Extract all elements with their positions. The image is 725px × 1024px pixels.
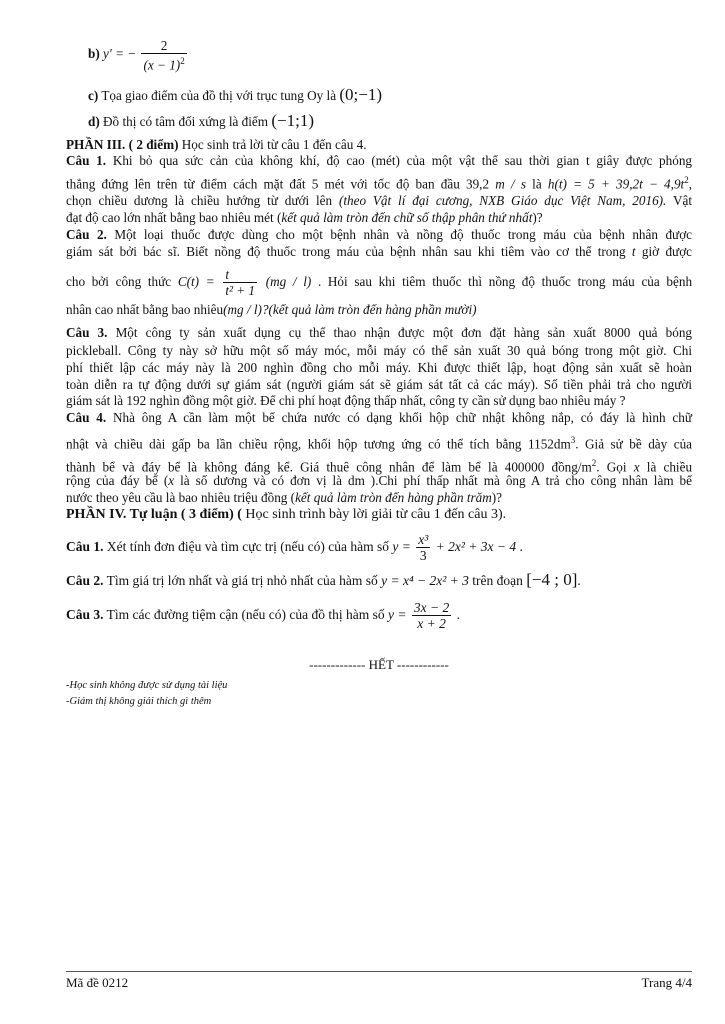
essay-2 bbox=[66, 572, 692, 589]
q4-variable-x: x bbox=[633, 459, 640, 475]
essay-3-lhs: y = bbox=[388, 607, 407, 622]
essay-1 bbox=[66, 530, 692, 564]
part3-heading bbox=[66, 137, 692, 153]
q1-text-1: Khi bỏ qua sức cản của không khí, độ cao (mét) của một vật thể sau thời gian t giây được phóng bbox=[112, 153, 693, 168]
q1-text-2a: thẳng đứng lên trên từ điểm cách mặt đất 5 mét với tốc độ ban đầu 39,2 bbox=[66, 176, 490, 192]
q4-area-exponent: 2 bbox=[591, 458, 597, 468]
q1-text-4a: đạt độ cao lớn nhất bằng bao nhiêu mét ( bbox=[66, 210, 282, 225]
essay-2-mid: trên đoạn bbox=[472, 573, 523, 588]
answer-c-label: c) bbox=[88, 88, 99, 103]
q4-line-4 bbox=[66, 473, 692, 489]
q4-text-2b: . Giả sử bề dày của bbox=[575, 436, 693, 452]
q2-line-2 bbox=[66, 244, 692, 260]
q1-line-4 bbox=[66, 210, 692, 226]
q4-text-3b: . Gọi bbox=[596, 459, 627, 475]
essay-3-fraction bbox=[412, 600, 451, 631]
footer-divider bbox=[66, 971, 692, 972]
answer-b-numerator: 2 bbox=[141, 38, 186, 54]
q3-text-2: pickleball. Công ty này sở hữu một số máy móc, mỗi máy có thể sản xuất 30 quả bóng trong một giờ. Chi bbox=[66, 343, 692, 358]
answer-b-lhs: y′ = − bbox=[103, 46, 137, 62]
answer-c bbox=[88, 87, 714, 104]
q2-rounding-note: ?(kết quả làm tròn đến hàng phần mười) bbox=[261, 302, 477, 317]
essay-1-text: Xét tính đơn điệu và tìm cực trị (nếu có) của hàm số bbox=[106, 539, 390, 554]
note-2: -Giám thị không giải thích gì thêm bbox=[66, 696, 212, 707]
q4-line-5 bbox=[66, 490, 692, 506]
essay-3-denominator: x + 2 bbox=[417, 616, 446, 632]
q3-text-3: phí thiết lập các máy này là 200 nghìn đồng cho mỗi máy. Khi được thiết lập, hoạt động sản xuất sẽ hoàn bbox=[66, 360, 692, 375]
essay-2-label: Câu 2. bbox=[66, 573, 104, 588]
q2-text-4a: nhân cao nhất bằng bao nhiêu bbox=[66, 302, 224, 317]
q2-denominator: t² + 1 bbox=[225, 283, 256, 299]
q1-text-3c: Vật bbox=[672, 193, 693, 208]
answer-b bbox=[88, 38, 714, 72]
end-marker: ------------- HẾT ------------ bbox=[309, 657, 449, 672]
q3-label: Câu 3. bbox=[66, 325, 108, 340]
q2-line-3 bbox=[66, 264, 692, 300]
q4-text-3a: thành bể và đáy bể là không đáng kể. Giá thuê công nhân để làm bể là 400000 đồng/m bbox=[66, 459, 592, 475]
q2-line-1 bbox=[66, 227, 692, 243]
q3-line-3 bbox=[66, 360, 692, 376]
q2-formula-fraction bbox=[223, 267, 257, 298]
essay-3-numerator: 3x − 2 bbox=[413, 600, 450, 616]
q4-text-4b: là số dương và có đơn vị là dm ).Chi phí thấp nhất mà ông A trả cho công nhân làm bể bbox=[180, 473, 693, 488]
q2-text-3b: . Hỏi sau khi tiêm thuốc thì nồng độ thuốc trong máu của bệnh bbox=[317, 274, 693, 289]
q2-unit: (mg / l) bbox=[265, 274, 312, 289]
essay-2-function: y = x⁴ − 2x² + 3 bbox=[381, 573, 469, 588]
essay-1-rest: + 2x² + 3x − 4 bbox=[435, 539, 517, 554]
q4-text-1: Nhà ông A cần làm một bể chứa nước có dạng khối hộp chữ nhật không nắp, có đáy là hình chữ bbox=[113, 410, 693, 425]
q3-line-2 bbox=[66, 343, 692, 359]
q3-text-1: Một công ty sản xuất dụng cụ thể thao nhận được một đơn đặt hàng sản xuất 8000 quả bóng bbox=[115, 325, 693, 340]
q4-text-3c: là chiều bbox=[646, 459, 693, 475]
q4-text-4a: rộng của đáy bể ( bbox=[66, 473, 169, 488]
q2-text-2: giám sát bởi bác sĩ. Biết nồng độ thuốc trong máu của bệnh nhân sau khi tiêm vào cơ thể trong bbox=[66, 244, 626, 259]
essay-3-text: Tìm các đường tiệm cận (nếu có) của đồ thị hàm số bbox=[106, 607, 385, 622]
q3-text-4: toàn diễn ra tự động dưới sự giám sát (người giám sát sẽ giám sát tất cả các máy). Số tiền phải trả cho người bbox=[66, 377, 692, 392]
q1-label: Câu 1. bbox=[66, 153, 107, 168]
q2-variable-t: t bbox=[631, 244, 636, 259]
part4-heading bbox=[66, 507, 692, 523]
q2-formula-lhs: C(t) = bbox=[177, 274, 215, 289]
q1-formula-exponent: 2 bbox=[684, 175, 689, 185]
answer-c-value: (0;−1) bbox=[339, 85, 383, 104]
q3-line-4 bbox=[66, 377, 692, 393]
answer-c-text: Tọa giao điểm của đồ thị với trục tung Oy là bbox=[101, 88, 337, 103]
q2-text-1: Một loại thuốc được dùng cho một bệnh nhân và nồng độ thuốc trong máu của bệnh nhân được bbox=[114, 227, 693, 242]
answer-b-exponent: 2 bbox=[180, 56, 185, 66]
q2-label: Câu 2. bbox=[66, 227, 107, 242]
q1-line-1 bbox=[66, 153, 692, 169]
essay-1-fraction bbox=[416, 532, 430, 563]
answer-d bbox=[88, 113, 714, 130]
q3-text-5: giám sát là 192 nghìn đồng một giờ. Để chi phí hoạt động thấp nhất, công ty cần sử dụng bao nhiêu máy ? bbox=[66, 393, 626, 408]
essay-2-end: . bbox=[577, 573, 581, 588]
essay-3 bbox=[66, 598, 692, 632]
q4-line-2 bbox=[66, 432, 692, 452]
note-1: -Học sinh không được sử dụng tài liệu bbox=[66, 680, 228, 691]
essay-1-denominator: 3 bbox=[419, 548, 427, 564]
q2-text-2c: giờ được bbox=[641, 244, 693, 259]
q4-line-1 bbox=[66, 410, 692, 426]
essay-1-lhs: y = bbox=[392, 539, 411, 554]
exam-code: Mã đề 0212 bbox=[66, 975, 129, 990]
q1-text-4c: )? bbox=[532, 210, 543, 225]
q1-rounding-note: kết quả làm tròn đến chữ số thập phân thứ nhất bbox=[281, 210, 533, 225]
q2-numerator: t bbox=[223, 267, 257, 283]
q1-formula: h(t) = 5 + 39,2t − 4,9t bbox=[547, 176, 685, 192]
essay-3-label: Câu 3. bbox=[66, 607, 104, 622]
q1-text-2b: là bbox=[532, 176, 542, 192]
essay-3-end: . bbox=[456, 607, 460, 622]
part3-subtitle: Học sinh trả lời từ câu 1 đến câu 4. bbox=[181, 137, 367, 152]
essay-2-text: Tìm giá trị lớn nhất và giá trị nhỏ nhất của hàm số bbox=[106, 573, 378, 588]
essay-1-label: Câu 1. bbox=[66, 539, 104, 554]
q3-line-5 bbox=[66, 393, 692, 409]
part4-title: PHẦN IV. Tự luận ( 3 điểm) ( bbox=[66, 507, 242, 522]
q1-unit: m / s bbox=[495, 176, 526, 192]
q1-line-2: thẳng đứng lên trên từ điểm cách mặt đất 5 mét với tốc độ ban đầu 39,2 m / s là $h(t) = 5 + 39,2t - 4,9t^2$, bbox=[66, 175, 693, 192]
q3-line-1 bbox=[66, 325, 692, 341]
answer-d-label: d) bbox=[88, 114, 100, 129]
q2-line-4 bbox=[66, 302, 692, 318]
q4-rounding-note: kết quả làm tròn đến hàng phần trăm bbox=[295, 490, 492, 505]
q4-variable-x-2: x bbox=[168, 473, 175, 488]
essay-2-range: [−4 ; 0] bbox=[526, 570, 578, 589]
essay-1-numerator: x³ bbox=[418, 532, 429, 548]
q1-text-3a: chọn chiều dương là chiều hướng từ dưới lên bbox=[66, 193, 333, 208]
q4-volume: 1152dm bbox=[528, 436, 571, 452]
q2-unit-2: (mg / l) bbox=[223, 302, 262, 317]
q2-text-3a: cho bởi công thức bbox=[66, 274, 172, 289]
answer-b-label: b) bbox=[88, 46, 100, 62]
q4-label: Câu 4. bbox=[66, 410, 107, 425]
page-number: Trang 4/4 bbox=[641, 975, 692, 990]
answer-b-fraction bbox=[141, 38, 186, 72]
answer-b-denominator: (x − 1) bbox=[143, 57, 181, 73]
answer-d-text: Đồ thị có tâm đối xứng là điểm bbox=[103, 114, 269, 129]
q1-source: (theo Vật lí đại cương, NXB Giáo dục Việt Nam, 2016). bbox=[338, 193, 667, 208]
q4-text-5a: nước theo yêu cầu là bao nhiêu triệu đồng ( bbox=[66, 490, 296, 505]
part3-title: PHẦN III. ( 2 điểm) bbox=[66, 137, 179, 152]
q4-volume-exponent: 3 bbox=[570, 435, 576, 445]
q4-text-5c: )? bbox=[491, 490, 503, 505]
answer-d-value: (−1;1) bbox=[271, 111, 314, 130]
q1-line-3 bbox=[66, 193, 692, 209]
essay-1-end: . bbox=[519, 539, 523, 554]
part4-subtitle: Học sinh trình bày lời giải từ câu 1 đến câu 3). bbox=[245, 507, 507, 522]
q4-text-2a: nhật và chiều dài gấp ba lần chiều rộng, khối hộp tương ứng có thể tích bằng bbox=[66, 436, 522, 452]
